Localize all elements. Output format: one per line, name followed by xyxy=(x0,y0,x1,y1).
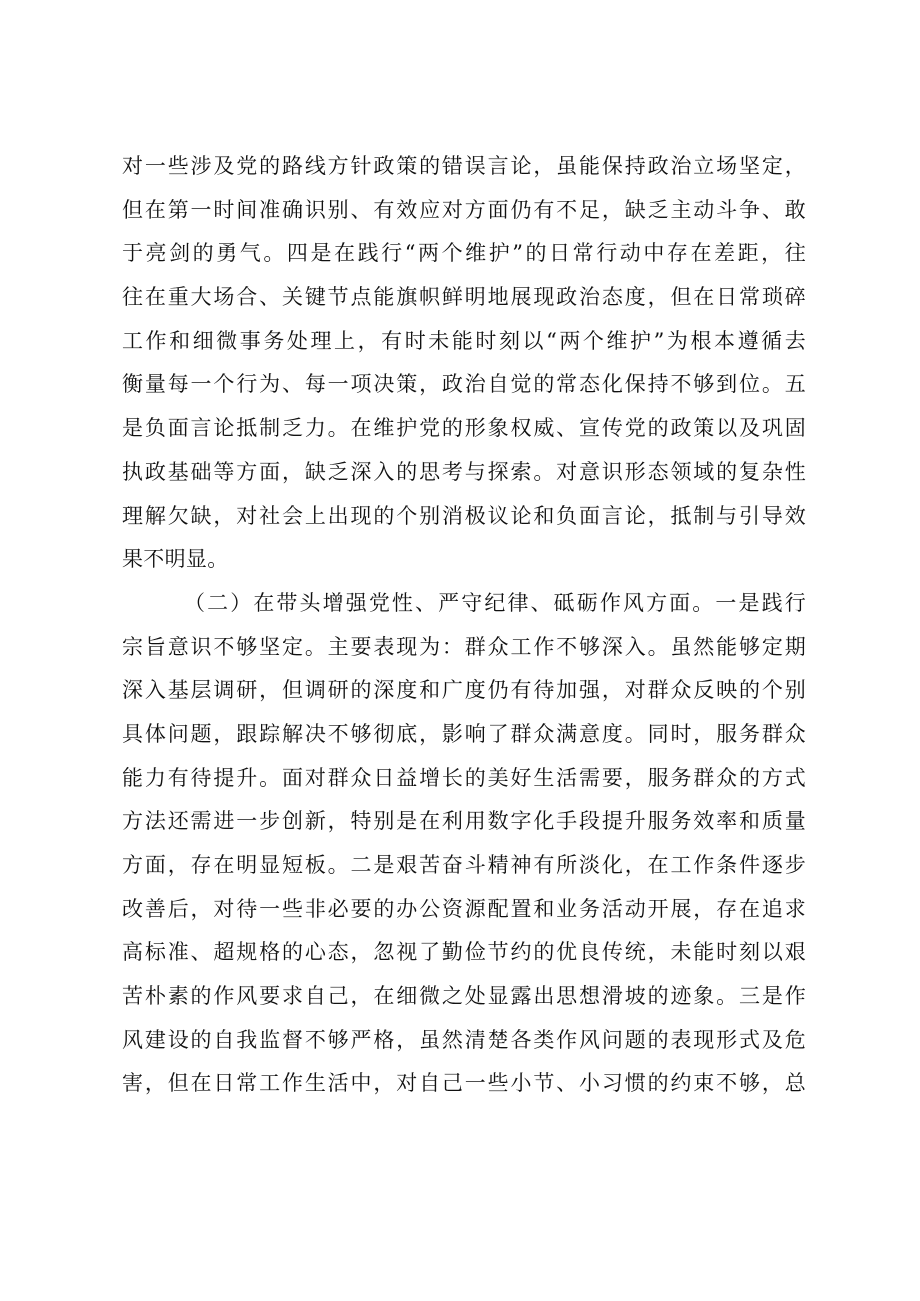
text-line: 是负面言论抵制乏力。在维护党的形象权威、宣传党的政策以及巩固 xyxy=(122,416,806,441)
text-line: 能力有待提升。面对群众日益增长的美好生活需要，服务群众的方式 xyxy=(122,765,806,790)
section-heading-line: （二）在带头增强党性、严守纪律、砥砺作风方面。一是践行 xyxy=(184,590,806,615)
text-line: 具体问题，跟踪解决不够彻底，影响了群众满意度。同时，服务群众 xyxy=(122,721,806,746)
text-line: 深入基层调研，但调研的深度和广度仍有待加强，对群众反映的个别 xyxy=(122,678,806,703)
text-line: 高标准、超规格的心态，忽视了勤俭节约的优良传统，未能时刻以艰 xyxy=(122,940,806,965)
paragraph-1 xyxy=(122,145,806,582)
text-line: 风建设的自我监督不够严格，虽然清楚各类作风问题的表现形式及危 xyxy=(122,1027,806,1052)
text-line: 理解欠缺，对社会上出现的个别消极议论和负面言论，抵制与引导效 xyxy=(122,503,806,528)
text-line: 对一些涉及党的路线方针政策的错误言论，虽能保持政治立场坚定， xyxy=(122,154,806,178)
text-line: 果不明显。 xyxy=(122,547,229,572)
text-line: 方面，存在明显短板。二是艰苦奋斗精神有所淡化，在工作条件逐步 xyxy=(122,853,806,877)
text-line: 衡量每一个行为、每一项决策，政治自觉的常态化保持不够到位。五 xyxy=(122,372,806,397)
text-line: 改善后，对待一些非必要的办公资源配置和业务活动开展，存在追求 xyxy=(122,896,806,921)
text-line: 苦朴素的作风要求自己，在细微之处显露出思想滑坡的迹象。三是作 xyxy=(122,984,806,1009)
text-line: 往在重大场合、关键节点能旗帜鲜明地展现政治态度，但在日常琐碎 xyxy=(122,285,806,310)
text-line: 但在第一时间准确识别、有效应对方面仍有不足，缺乏主动斗争、敢 xyxy=(122,197,806,222)
document-body xyxy=(122,145,806,1106)
text-line: 于亮剑的勇气。四是在践行“两个维护”的日常行动中存在差距，往 xyxy=(122,241,806,266)
text-line: 害，但在日常工作生活中，对自己一些小节、小习惯的约束不够，总 xyxy=(122,1071,806,1096)
text-line: 宗旨意识不够坚定。主要表现为：群众工作不够深入。虽然能够定期 xyxy=(122,634,806,659)
paragraph-2 xyxy=(122,582,806,1106)
text-line: 方法还需进一步创新，特别是在利用数字化手段提升服务效率和质量 xyxy=(122,809,806,834)
text-line: 执政基础等方面，缺乏深入的思考与探索。对意识形态领域的复杂性 xyxy=(122,459,806,484)
text-line: 工作和细微事务处理上，有时未能时刻以“两个维护”为根本遵循去 xyxy=(122,328,806,353)
